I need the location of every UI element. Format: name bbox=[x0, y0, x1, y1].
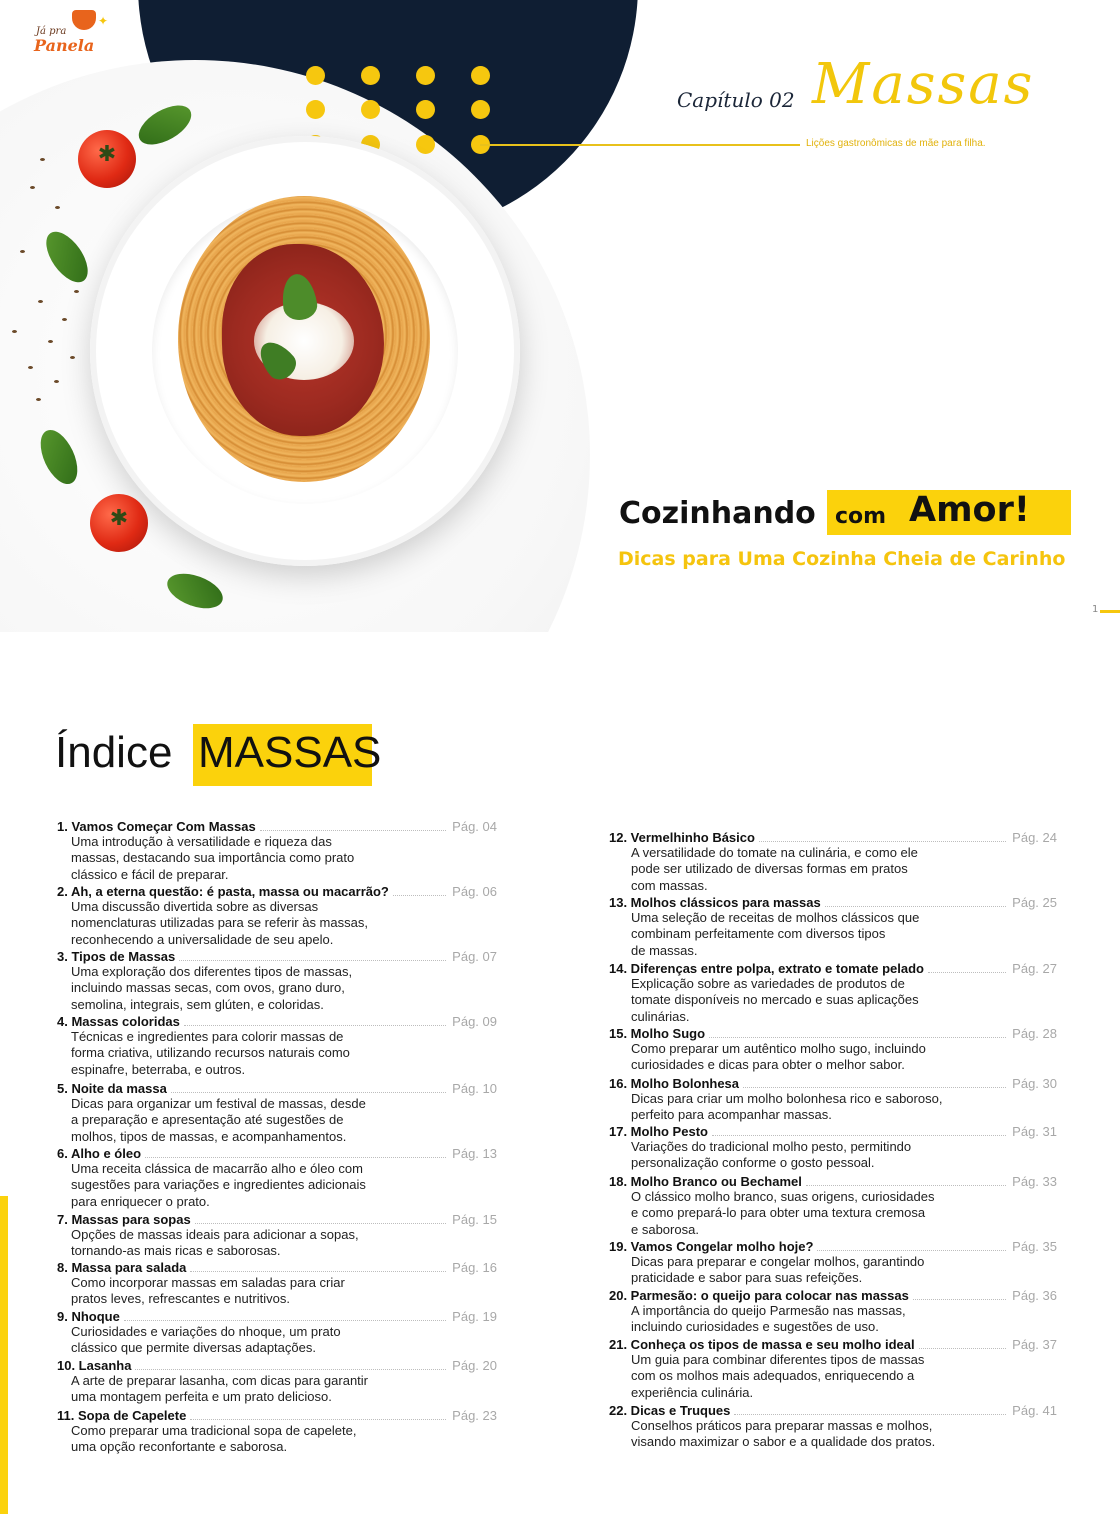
toc-entry-description: Opções de massas ideais para adicionar a sopas, tornando-as mais ricas e saborosas. bbox=[71, 1227, 359, 1259]
toc-entry-description: Um guia para combinar diferentes tipos de massas com os molhos mais adequados, enriquecendo a experiência culinária. bbox=[631, 1352, 925, 1400]
toc-heading-line bbox=[57, 948, 497, 964]
toc-page-number: Pág. 37 bbox=[1012, 1337, 1057, 1352]
tomato-icon: ✱ bbox=[90, 494, 148, 552]
toc-entry-description: Uma seleção de receitas de molhos clássicos que combinam perfeitamente com diversos tipos de massas. bbox=[631, 910, 920, 958]
toc-entry-title: 9. Nhoque bbox=[57, 1309, 120, 1324]
toc-entry-description: Uma introdução à versatilidade e riqueza das massas, destacando sua importância como prato clássico e fácil de preparar. bbox=[71, 834, 355, 882]
toc-page-number: Pág. 41 bbox=[1012, 1403, 1057, 1418]
toc-entry-title: 2. Ah, a eterna questão: é pasta, massa ou macarrão? bbox=[57, 884, 389, 899]
headline-part1: Cozinhando bbox=[619, 496, 816, 531]
toc-entry-title: 7. Massas para sopas bbox=[57, 1212, 191, 1227]
toc-page-number: Pág. 09 bbox=[452, 1014, 497, 1029]
toc-page-number: Pág. 13 bbox=[452, 1146, 497, 1161]
toc-entry-title: 3. Tipos de Massas bbox=[57, 949, 176, 964]
toc-entry[interactable] bbox=[609, 1173, 1057, 1238]
cover-page bbox=[0, 0, 1120, 632]
toc-leader-dots bbox=[806, 1185, 1006, 1186]
logo-line2: Panela bbox=[34, 36, 95, 55]
toc-entry[interactable] bbox=[57, 1145, 497, 1210]
toc-page-number: Pág. 19 bbox=[452, 1309, 497, 1324]
yellow-dot bbox=[361, 100, 380, 119]
toc-entry[interactable] bbox=[57, 1407, 497, 1456]
toc-page-number: Pág. 27 bbox=[1012, 961, 1057, 976]
toc-entry[interactable] bbox=[609, 1238, 1057, 1287]
toc-leader-dots bbox=[928, 972, 1006, 973]
toc-page-number: Pág. 36 bbox=[1012, 1288, 1057, 1303]
toc-entry[interactable] bbox=[609, 1287, 1057, 1336]
tagline: Lições gastronômicas de mãe para filha. bbox=[806, 138, 986, 149]
toc-entry[interactable] bbox=[57, 948, 497, 1013]
toc-heading-line bbox=[609, 1075, 1057, 1091]
toc-heading-line bbox=[609, 1336, 1057, 1352]
toc-entry-description: Como preparar uma tradicional sopa de capelete, uma opção reconfortante e saborosa. bbox=[71, 1423, 357, 1455]
toc-entry-title: 19. Vamos Congelar molho hoje? bbox=[609, 1239, 814, 1254]
toc-entry[interactable] bbox=[57, 1211, 497, 1260]
chapter-label: Capítulo 02 bbox=[677, 88, 795, 112]
tomato-icon: ✱ bbox=[78, 130, 136, 188]
toc-entry[interactable] bbox=[57, 883, 497, 948]
toc-entry[interactable] bbox=[57, 1357, 497, 1406]
toc-entry-description: Uma receita clássica de macarrão alho e óleo com sugestões para variações e ingredientes adicionais para enriquecer o prato. bbox=[71, 1161, 366, 1209]
toc-heading-line bbox=[609, 1238, 1057, 1254]
toc-heading-line bbox=[57, 1308, 497, 1324]
toc-entry[interactable] bbox=[57, 1259, 497, 1308]
toc-entry-title: 20. Parmesão: o queijo para colocar nas massas bbox=[609, 1288, 909, 1303]
toc-entry[interactable] bbox=[609, 1336, 1057, 1401]
toc-entry-title: 16. Molho Bolonhesa bbox=[609, 1076, 740, 1091]
toc-heading-line bbox=[57, 1407, 497, 1423]
toc-entry[interactable] bbox=[609, 894, 1057, 959]
tagline-rule bbox=[480, 144, 800, 146]
toc-entry-title: 10. Lasanha bbox=[57, 1358, 132, 1373]
toc-heading-line bbox=[57, 1013, 497, 1029]
toc-entry-title: 6. Alho e óleo bbox=[57, 1146, 142, 1161]
toc-leader-dots bbox=[759, 841, 1006, 842]
toc-page-number: Pág. 24 bbox=[1012, 830, 1057, 845]
toc-heading-line bbox=[609, 1402, 1057, 1418]
toc-heading-line bbox=[57, 1080, 497, 1096]
toc-entry-description: A arte de preparar lasanha, com dicas para garantir uma montagem perfeita e um prato delicioso. bbox=[71, 1373, 369, 1405]
toc-heading-line bbox=[609, 894, 1057, 910]
toc-entry-title: 13. Molhos clássicos para massas bbox=[609, 895, 821, 910]
toc-leader-dots bbox=[260, 830, 446, 831]
yellow-dot bbox=[416, 100, 435, 119]
toc-entry-description: Variações do tradicional molho pesto, permitindo personalização conforme o gosto pessoal. bbox=[631, 1139, 912, 1171]
toc-entry-title: 15. Molho Sugo bbox=[609, 1026, 706, 1041]
toc-leader-dots bbox=[393, 895, 446, 896]
toc-heading-line bbox=[609, 1173, 1057, 1189]
toc-entry-title: 17. Molho Pesto bbox=[609, 1124, 708, 1139]
toc-leader-dots bbox=[124, 1320, 446, 1321]
toc-entry-description: Como incorporar massas em saladas para criar pratos leves, refrescantes e nutritivos. bbox=[71, 1275, 345, 1307]
toc-heading-line bbox=[609, 829, 1057, 845]
toc-entry-description: A importância do queijo Parmesão nas massas, incluindo curiosidades e sugestões de uso. bbox=[631, 1303, 906, 1335]
toc-leader-dots bbox=[743, 1087, 1006, 1088]
subheadline: Dicas para Uma Cozinha Cheia de Carinho bbox=[618, 548, 1066, 570]
toc-entry-description: Explicação sobre as variedades de produtos de tomate disponíveis no mercado e suas aplicações culinárias. bbox=[631, 976, 919, 1024]
toc-heading-line bbox=[57, 1259, 497, 1275]
toc-page-number: Pág. 15 bbox=[452, 1212, 497, 1227]
toc-entry-title: 11. Sopa de Capelete bbox=[57, 1408, 187, 1423]
toc-page-number: Pág. 35 bbox=[1012, 1239, 1057, 1254]
toc-entry-description: Curiosidades e variações do nhoque, um prato clássico que permite diversas adaptações. bbox=[71, 1324, 341, 1356]
toc-heading-line bbox=[609, 1025, 1057, 1041]
toc-entry[interactable] bbox=[609, 960, 1057, 1025]
pan-icon bbox=[72, 10, 96, 30]
toc-entry-description: O clássico molho branco, suas origens, curiosidades e como prepará-lo para obter uma textura cremosa e saborosa. bbox=[631, 1189, 935, 1237]
toc-page-number: Pág. 06 bbox=[452, 884, 497, 899]
toc-entry-title: 5. Noite da massa bbox=[57, 1081, 167, 1096]
yellow-dot bbox=[471, 100, 490, 119]
toc-entry[interactable] bbox=[57, 1013, 497, 1078]
yellow-dot bbox=[416, 135, 435, 154]
toc-entry-description: Uma exploração dos diferentes tipos de massas, incluindo massas secas, com ovos, grano duro, semolina, integrais, sem glúten, e coloridas. bbox=[71, 964, 353, 1012]
toc-entry[interactable] bbox=[57, 1080, 497, 1145]
spark-icon: ✦ bbox=[98, 14, 109, 28]
toc-page-number: Pág. 33 bbox=[1012, 1174, 1057, 1189]
toc-entry[interactable] bbox=[609, 1025, 1057, 1074]
logo-line1: Já pra bbox=[36, 26, 67, 37]
chapter-title: Massas bbox=[812, 52, 1035, 117]
toc-heading-line bbox=[609, 1123, 1057, 1139]
toc-page-number: Pág. 04 bbox=[452, 819, 497, 834]
toc-entry-title: 22. Dicas e Truques bbox=[609, 1403, 731, 1418]
toc-leader-dots bbox=[184, 1025, 446, 1026]
toc-page-number: Pág. 20 bbox=[452, 1358, 497, 1373]
yellow-dot bbox=[306, 66, 325, 85]
toc-leader-dots bbox=[709, 1037, 1006, 1038]
toc-entry-title: 1. Vamos Começar Com Massas bbox=[57, 819, 256, 834]
yellow-dot bbox=[416, 66, 435, 85]
toc-leader-dots bbox=[825, 906, 1006, 907]
toc-leader-dots bbox=[195, 1223, 446, 1224]
index-title: Índice bbox=[55, 728, 173, 777]
toc-entry-description: Conselhos práticos para preparar massas e molhos, visando maximizar o sabor e a qualidade dos pratos. bbox=[631, 1418, 936, 1450]
toc-page-number: Pág. 28 bbox=[1012, 1026, 1057, 1041]
toc-entry-description: Dicas para criar um molho bolonhesa rico e saboroso, perfeito para acompanhar massas. bbox=[631, 1091, 943, 1123]
toc-entry-title: 8. Massa para salada bbox=[57, 1260, 187, 1275]
toc-entry[interactable] bbox=[57, 818, 497, 883]
toc-heading-line bbox=[57, 1357, 497, 1373]
toc-entry[interactable] bbox=[609, 1123, 1057, 1172]
toc-page-number: Pág. 23 bbox=[452, 1408, 497, 1423]
toc-entry-description: Técnicas e ingredientes para colorir massas de forma criativa, utilizando recursos naturais como espinafre, beterraba, e outros. bbox=[71, 1029, 350, 1077]
toc-page-number: Pág. 16 bbox=[452, 1260, 497, 1275]
toc-heading-line bbox=[57, 1211, 497, 1227]
toc-heading-line bbox=[57, 883, 497, 899]
brand-logo bbox=[32, 8, 112, 60]
toc-heading-line bbox=[609, 960, 1057, 976]
toc-leader-dots bbox=[179, 960, 446, 961]
toc-leader-dots bbox=[919, 1348, 1007, 1349]
yellow-dot bbox=[471, 66, 490, 85]
toc-entry-title: 14. Diferenças entre polpa, extrato e tomate pelado bbox=[609, 961, 924, 976]
toc-leader-dots bbox=[135, 1369, 446, 1370]
toc-page-number: Pág. 10 bbox=[452, 1081, 497, 1096]
index-title-highlight-text: MASSAS bbox=[198, 728, 382, 777]
headline-part2: com bbox=[835, 504, 887, 529]
toc-leader-dots bbox=[913, 1299, 1006, 1300]
toc-page-number: Pág. 25 bbox=[1012, 895, 1057, 910]
toc-entry-title: 4. Massas coloridas bbox=[57, 1014, 180, 1029]
toc-leader-dots bbox=[145, 1157, 446, 1158]
toc-leader-dots bbox=[190, 1271, 446, 1272]
toc-heading-line bbox=[57, 818, 497, 834]
toc-leader-dots bbox=[712, 1135, 1006, 1136]
toc-leader-dots bbox=[817, 1250, 1006, 1251]
toc-entry-title: 18. Molho Branco ou Bechamel bbox=[609, 1174, 802, 1189]
toc-entry-description: Dicas para preparar e congelar molhos, garantindo praticidade e sabor para suas refeições. bbox=[631, 1254, 925, 1286]
toc-entry[interactable] bbox=[609, 1075, 1057, 1124]
toc-entry-description: Dicas para organizar um festival de massas, desde a preparação e apresentação até sugestões de molhos, tipos de massas, e acompanhamentos. bbox=[71, 1096, 366, 1144]
toc-entry-description: Como preparar um autêntico molho sugo, incluindo curiosidades e dicas para obter o melhor sabor. bbox=[631, 1041, 926, 1073]
toc-heading-line bbox=[57, 1145, 497, 1161]
toc-page-number: Pág. 30 bbox=[1012, 1076, 1057, 1091]
toc-leader-dots bbox=[190, 1419, 446, 1420]
headline-part3: Amor! bbox=[909, 490, 1030, 530]
toc-entry-title: 12. Vermelhinho Básico bbox=[609, 830, 755, 845]
page-number: 1 bbox=[1092, 604, 1099, 615]
toc-entry[interactable] bbox=[57, 1308, 497, 1357]
toc-heading-line bbox=[609, 1287, 1057, 1303]
yellow-dot bbox=[361, 66, 380, 85]
toc-leader-dots bbox=[171, 1092, 446, 1093]
toc-entry-description: Uma discussão divertida sobre as diversas nomenclaturas utilizadas para se referir às massas, reconhecendo a universalidade de seu apelo. bbox=[71, 899, 368, 947]
toc-entry[interactable] bbox=[609, 1402, 1057, 1451]
toc-entry[interactable] bbox=[609, 829, 1057, 894]
toc-page-number: Pág. 31 bbox=[1012, 1124, 1057, 1139]
toc-entry-title: 21. Conheça os tipos de massa e seu molho ideal bbox=[609, 1337, 915, 1352]
toc-page-number: Pág. 07 bbox=[452, 949, 497, 964]
page-number-rule bbox=[1100, 610, 1120, 613]
toc-entry-description: A versatilidade do tomate na culinária, e como ele pode ser utilizado de diversas formas em pratos com massas. bbox=[631, 845, 918, 893]
toc-leader-dots bbox=[734, 1414, 1006, 1415]
yellow-dot bbox=[306, 100, 325, 119]
yellow-side-bar bbox=[0, 1196, 8, 1514]
